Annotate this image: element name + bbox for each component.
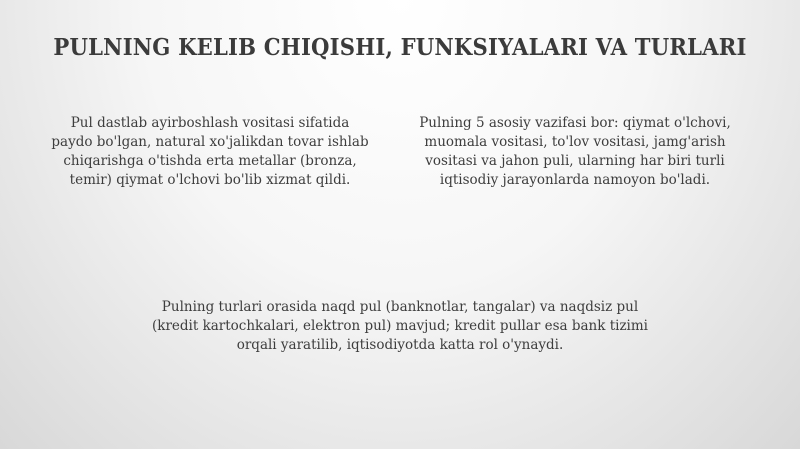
paragraph-origin: Pul dastlab ayirboshlash vositasi sifatida paydo bo'lgan, natural xo'jalikdan tovar ishlab chiqarishga o'tishda erta metallar (bronza, temir) qiymat o'lchovi bo'lib xizmat qildi. [51,115,369,188]
paragraph-types: Pulning turlari orasida naqd pul (banknotlar, tangalar) va naqdsiz pul (kredit kartochkalari, elektron pul) mavjud; kredit pullar esa bank tizimi orqali yaratilib, iqtisodiyotda katta rol o'ynaydi. [152,299,648,353]
paragraph-functions: Pulning 5 asosiy vazifasi bor: qiymat o'lchovi, muomala vositasi, to'lov vositasi, jamg'arish vositasi va jahon puli, ularning har biri turli iqtisodiy jarayonlarda namoyon bo'ladi. [419,115,731,188]
slide-title: PULNING KELIB CHIQISHI, FUNKSIYALARI VA TURLARI [53,34,747,61]
